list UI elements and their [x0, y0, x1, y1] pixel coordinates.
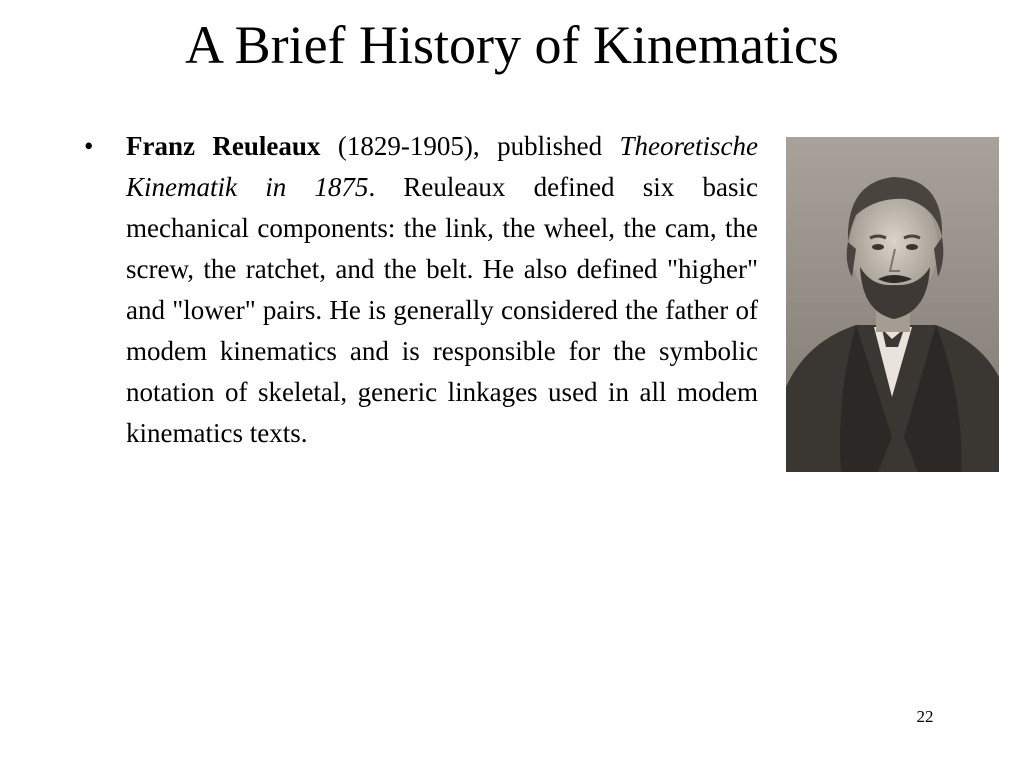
portrait-photo	[786, 137, 999, 472]
bullet-text	[126, 126, 758, 454]
bullet-text-body: . Reuleaux defined six basic mechanical components: the link, the wheel, the cam, the screw, the ratchet, and the belt. He also defined "higher" and "lower" pairs. He is generally considered the father of modem kinematics and is responsible for the symbolic notation of skeletal, generic linkages used in all modem kinematics texts.	[126, 172, 758, 448]
slide-number: 22	[916, 707, 934, 726]
bullet-text-dates: (1829-1905), published	[320, 131, 620, 161]
bullet-marker: •	[84, 131, 94, 161]
person-name: Franz Reuleaux	[126, 131, 321, 161]
slide-title: A Brief History of Kinematics	[185, 15, 839, 75]
book-title: Theoretische Kinematik in 1875	[126, 131, 758, 202]
bullet-item	[84, 126, 758, 454]
